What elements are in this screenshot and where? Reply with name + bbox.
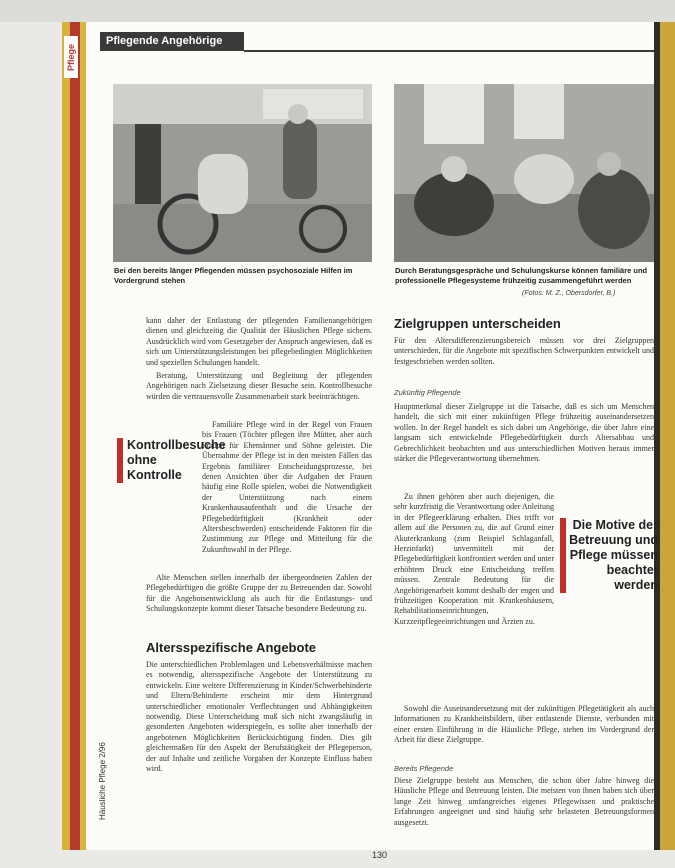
binder-tab-label: Pflege — [64, 36, 78, 78]
photo-right-caption: Durch Beratungsgespräche und Schulungskurse können familiäre und professionelle Pflegesysteme frühzeitig zusammengeführt werden — [395, 266, 648, 285]
right-column-p3 — [394, 704, 654, 749]
left-column-mid — [146, 573, 372, 618]
left-paragraph-4: Alte Menschen stellen innerhalb der übergeordneten Zahlen der Pflegebedürftigen die größte Gruppe der zu Betreuenden dar. Sowohl für die Angebotsentwicklung als auch für die Entlastungs- und Schulungskonzepte kommt dieser Tatsache besondere Bedeutung zu. — [146, 573, 372, 614]
journal-footer: Häusliche Pflege 2/96 — [98, 742, 107, 820]
right-column-p2-wrap — [394, 492, 554, 630]
photo-left-caption: Bei den bereits länger Pflegenden müssen psychosoziale Hilfen im Vordergrund stehen — [114, 266, 353, 285]
header-rule — [244, 50, 654, 52]
right-paragraph-4: Diese Zielgruppe besteht aus Menschen, die schon über Jahre hinweg die Häusliche Pflege und Betreuung leisten. Die meisten von ihnen haben sich über lange Zeit hinweg umfangreiches eigenes Pflegewissen und praktische Erfahrungen angeeignet und sind häufig sehr belasteten Betreuungsformen ausgesetzt. — [394, 776, 654, 827]
right-paragraph-3: Sowohl die Auseinandersetzung mit der zukünftigen Pflegetätigkeit als auch Informationen zu Krankheitsbildern, über entlastende Dienste, verbunden mit einer ersten Einführung in die Häusliche Pflege, stehen im Vordergrund der Arbeit für diese Zielgruppe. — [394, 704, 654, 745]
left-column-bottom — [146, 660, 372, 777]
right-paragraph-2: Zu ihnen gehören aber auch diejenigen, die sehr kurzfristig die Verantwortung oder Anleitung in der Pflegeerklärung erhalten. Dies trifft vor allem auf die Personen zu, die auf Grund einer Akuterkrankung (zum Beispiel Schlaganfall, Herzinfarkt) unvermittelt mit der Pflegebedürftigkeit konfrontiert werden und unter erhöhtem Druck eine Entscheidung treffen müssen. Zentrale Bedeutung für die Angehörigenarbeit kommt deshalb der engen und frühzeitigen Kooperation mit Krankenhäusern, Rehabilitationseinrichtungen, Kurzzeitpflegeeinrichtungen und Ärzten zu. — [394, 492, 554, 626]
binder-right-edge — [660, 22, 675, 850]
binder-red-strip — [70, 22, 80, 850]
binder-edge — [62, 22, 70, 850]
right-column-p4 — [394, 776, 654, 831]
subhead-zukuenftig-pflegende: Zukünftig Pflegende — [394, 388, 461, 397]
left-paragraph-1: kann daher der Entlastung der pflegenden Familienangehörigen dienen und gleichzeitig die Qualität der Häuslichen Pflege sichern. Ausdrücklich wird vom Gesetzgeber der Anspruch angewiesen, daß es sich um Unterstützungsleistungen bei pflegebedingten Möglichkeiten und speziellen Schulungen handelt. — [146, 316, 372, 367]
right-column-intro — [394, 336, 654, 370]
photo-credit: (Fotos: M. Z., Obersdorfer, B.) — [522, 290, 616, 297]
subhead-bereits-pflegende: Bereits Pflegende — [394, 764, 454, 773]
right-intro: Für den Altersdifferenzierungsbereich müssen vor drei Zielgruppen unterschieden, für die Angebote mit spezifischen Schwerpunkten entwickelt und festgeschrieben werden sollten. — [394, 336, 654, 366]
right-paragraph-1: Hauptmerkmal dieser Zielgruppe ist die Tatsache, daß es sich um Menschen handelt, die sich mit einer zukünftigen Pflege frühzeitig auseinandersetzen wollen. In der Regel handelt es sich dabei um Angehörige, die über Jahre eine langsam sich entwickelnde Pflegebedürftigkeit durch Altersabbau und Gebrechlichkeit beobachten und aus unterschiedlichen Motiven heraus immer stärker die Pflegeverantwortung übernehmen. — [394, 402, 654, 464]
heading-altersspezifische-angebote: Altersspezifische Angebote — [146, 640, 317, 655]
left-paragraph-3: Familiäre Pflege wird in der Regel von Frauen bis Frauen (Töchter pflegen ihre Mütter, aber auch Frauen für Ehemänner und Söhne geleistet. Die Übernahme der Pflege ist in den meisten Fällen das Ergebnis familiärer Entscheidungsprozesse, bei denen Ansichten über die Aufgaben der Frauen häufig eine Rolle spielen, wobei die Notwendigkeit der Unterstützung nach einem Krankenhausaufenthalt und die Ursache der Pflegebedürftigkeit (Krankheit oder Altersbeschwerden) entscheidende Faktoren für die Zustimmung zur Pflege und Mitteilung für die Zukunftswahl in der Pflege. — [202, 420, 372, 554]
side-heading-motive: Die Motive der Betreuung und Pflege müssen beachtet werden — [560, 518, 662, 593]
photo-left-image — [113, 84, 372, 262]
scan-background — [0, 0, 675, 22]
left-column-top — [146, 316, 372, 405]
photo-right-image — [394, 84, 654, 262]
photo-right-group — [394, 84, 654, 262]
side-heading-kontrollbesuche: Kontrollbesuche ohne Kontrolle — [117, 438, 209, 483]
right-column-p1 — [394, 402, 654, 467]
left-column-wrap — [202, 420, 372, 558]
left-paragraph-5: Die unterschiedlichen Problemlagen und Lebensverhältnisse machen es notwendig, altersspezifische Angebote der Unterstützung zu entwickeln. Eine weitere Differenzierung in Kinder/Schwerbehinderte und Eltern/Behinderte erscheint mir dem Hintergrund unterschiedlicher emotionaler Verflechtungen und Abhängigkeiten notwendig. Diese Unterscheidung muß sich nicht zwangsläufig in gesonderten Angeboten widerspiegeln, es sollte aber innerhalb der angebotenen Möglichkeiten Berücksichtigung finden. Dies gilt gleichermaßen für den Aspekt der Berufstätigkeit der Pflegeperson, der auf Inhalte und zeitliche Vorgaben der Konzepte Einfluss haben wird. — [146, 660, 372, 774]
page-number: 130 — [372, 850, 388, 860]
section-title: Pflegende Angehörige — [100, 32, 244, 51]
heading-zielgruppen: Zielgruppen unterscheiden — [394, 316, 561, 331]
left-paragraph-2: Beratung, Unterstützung und Begleitung der pflegenden Angehörigen nach Zielsetzung dieser Besuche sein. Kontrollbesuche würden die vertrauensvolle Zusammenarbeit stark beeinträchtigen. — [146, 371, 372, 401]
photo-left-tricycle — [113, 84, 372, 262]
